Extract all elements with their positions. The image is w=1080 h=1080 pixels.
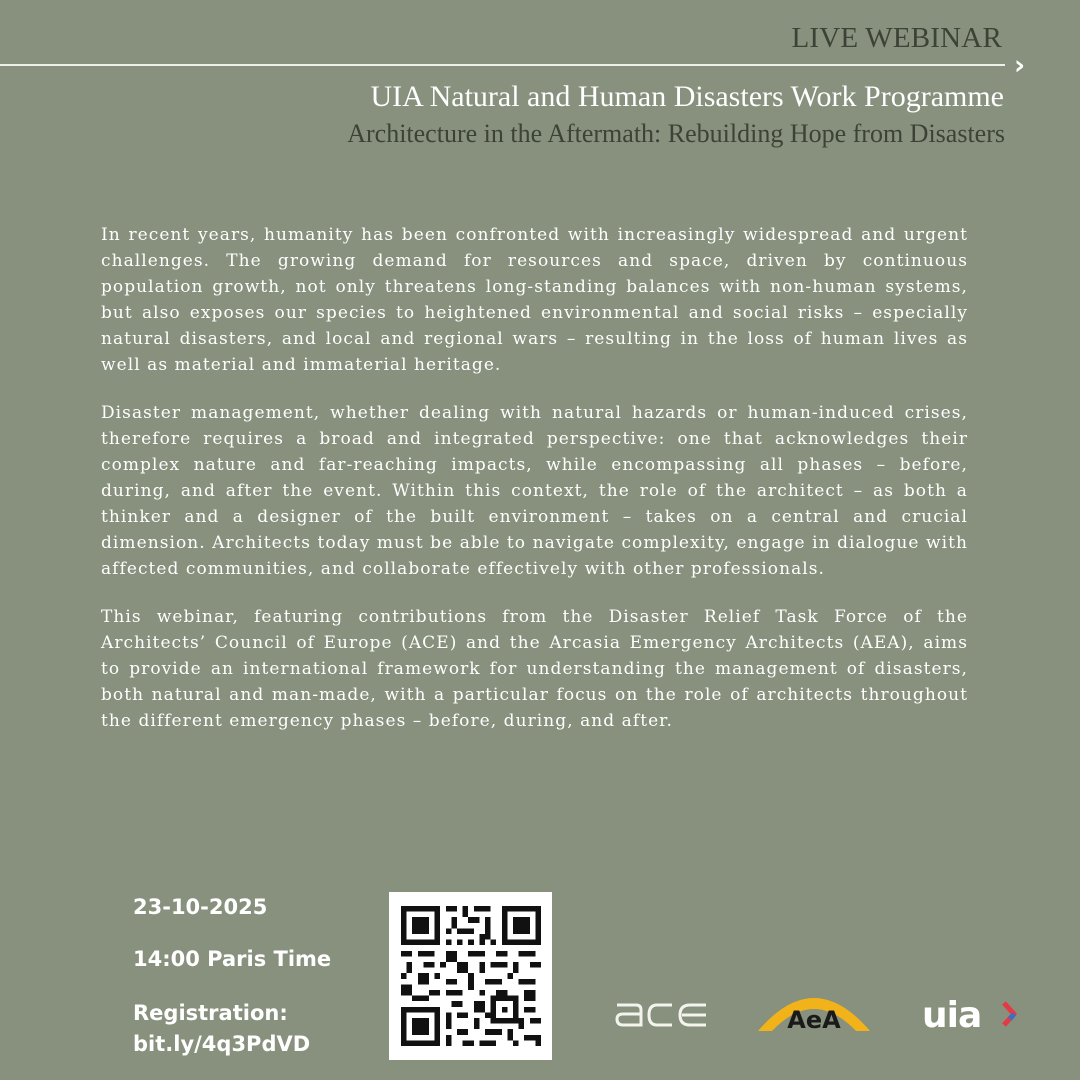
qr-code-image [401, 906, 541, 1046]
paragraph-1: In recent years, humanity has been confronted with increasingly widespread and urgent challenges. The growing demand for resources and space, driven by continuous population growth, not only threatens long-standing balances with non-human systems, but also exposes our species to heightened environmental and social risks – especially natural disasters, and local and regional wars – resulting in the loss of human lives as well as material and immaterial heritage. [101, 225, 968, 375]
aea-logo [756, 983, 872, 1037]
registration-link[interactable]: bit.ly/4q3PdVD [133, 1032, 311, 1056]
page-title: UIA Natural and Human Disasters Work Programme [370, 80, 1004, 113]
paragraph-2: Disaster management, whether dealing with natural hazards or human-induced crises, therefore requires a broad and integrated perspective: one that acknowledges their complex nature and far-reaching impacts, while encompassing all phases – before, during, and after the event. Within this context, the role of the architect – as both a thinker and a designer of the built environment – takes on a central and crucial dimension. Architects today must be able to navigate complexity, engage in dialogue with affected communities, and collaborate effectively with other professionals. [101, 403, 968, 579]
header-label: LIVE WEBINAR [791, 22, 1002, 54]
aea-logo-text: AeA [787, 1006, 841, 1033]
uia-logo-text: uia [922, 995, 982, 1035]
chevron-right-icon: › [1014, 50, 1026, 81]
registration-label: Registration: [133, 1001, 288, 1025]
uia-logo [922, 991, 1022, 1039]
event-time: 14:00 Paris Time [133, 947, 332, 971]
description [101, 222, 968, 756]
page-subtitle: Architecture in the Aftermath: Rebuilding Hope from Disasters [347, 119, 1005, 148]
ace-logo [614, 995, 712, 1035]
paragraph-3: This webinar, featuring contributions from the Disaster Relief Task Force of the Architects’ Council of Europe (ACE) and the Arcasia Emergency Architects (AEA), aims to provide an international framework for understanding the management of disasters, both natural and man-made, with a particular focus on the role of architects throughout the different emergency phases – before, during, and after. [101, 607, 968, 731]
event-date: 23-10-2025 [133, 895, 268, 919]
header-divider [0, 64, 1005, 66]
qr-code[interactable] [389, 892, 552, 1060]
